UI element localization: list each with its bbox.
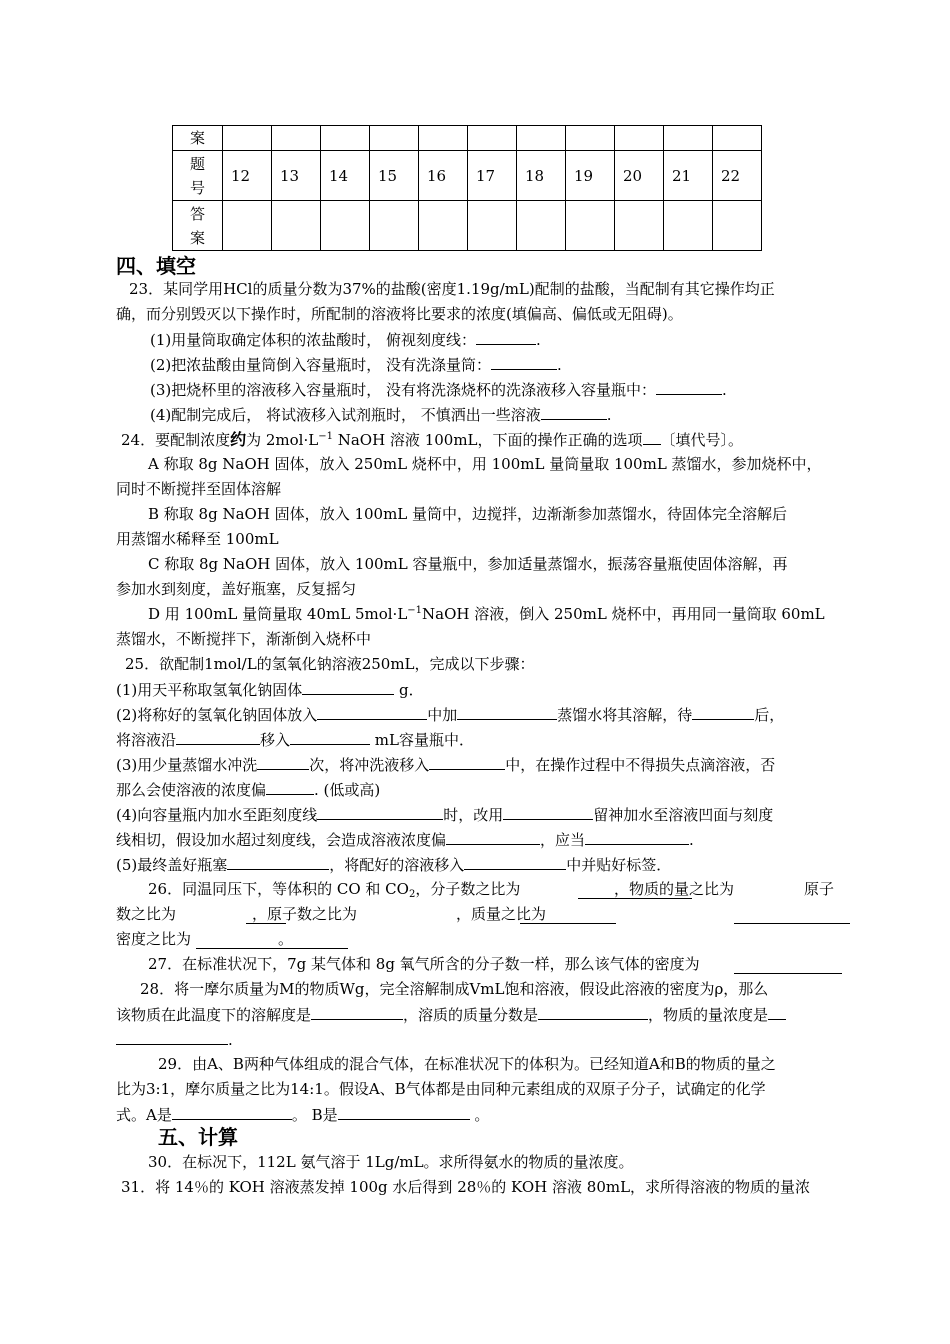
q26-part-2: ，物质的量之比为 <box>614 880 735 898</box>
question-number: 12 <box>223 151 272 201</box>
q26-part-8: 。 <box>278 930 294 948</box>
answer-cell[interactable] <box>713 201 762 251</box>
answer-blank[interactable] <box>538 1003 648 1020</box>
answer-blank[interactable] <box>116 1028 228 1045</box>
q25-step-4: (4)向容量瓶内加水至距刻度线 时，改用 留神加水至溶液凹面与刻度 <box>116 803 773 826</box>
section-heading-calculation: 五、计算 <box>158 1125 238 1149</box>
answer-cell[interactable] <box>664 201 713 251</box>
answer-blank[interactable] <box>172 1103 292 1120</box>
question-number: 21 <box>664 151 713 201</box>
answer-cell[interactable] <box>468 201 517 251</box>
answer-cell[interactable] <box>615 201 664 251</box>
q24-option-d-cont: 蒸馏水，不断搅拌下，渐渐倒入烧杯中 <box>116 630 372 648</box>
q29-line-3: 式。A是 。 B是 。 <box>116 1103 489 1126</box>
answer-cell[interactable] <box>321 201 370 251</box>
table-row <box>173 151 762 201</box>
q28-line-1: 28．将一摩尔质量为M的物质Wg，完全溶解制成VmL饱和溶液，假设此溶液的密度为ρ，那么 <box>140 980 769 998</box>
answer-blank[interactable] <box>541 403 607 420</box>
section-heading-fill-in: 四、填空 <box>116 254 196 278</box>
answer-blank[interactable] <box>457 703 557 720</box>
q24-option-b-cont: 用蒸馏水稀释至 100mL <box>116 530 279 548</box>
answer-blank[interactable] <box>585 828 689 845</box>
answer-blank[interactable] <box>311 1003 403 1020</box>
q25-step-2-cont: 将溶液沿 移入 mL容量瓶中． <box>116 728 474 751</box>
q25-step-3: (3)用少量蒸馏水冲洗 次，将冲洗液移入 中，在操作过程中不得损失点滴溶液，否 <box>116 753 775 776</box>
answer-blank[interactable] <box>491 353 557 370</box>
q23-line-2: 确，而分别毁灭以下操作时，所配制的溶液将比要求的浓度(填偏高、偏低或无阻碍)。 <box>116 305 683 323</box>
question-number: 13 <box>272 151 321 201</box>
q29-line-2: 比为3:1，摩尔质量之比为14:1。假设A、B气体都是由同种元素组成的双原子分子，试确定的化学 <box>116 1080 766 1098</box>
answer-blank[interactable] <box>692 703 754 720</box>
answer-blank[interactable] <box>196 948 348 949</box>
answer-blank[interactable] <box>476 328 536 345</box>
q29-line-1: 29．由A、B两种气体组成的混合气体，在标准状况下的体积为。已经知道A和B的物质的量之 <box>158 1055 776 1073</box>
answer-blank[interactable] <box>643 428 661 445</box>
answer-blank[interactable] <box>176 728 260 745</box>
answer-blank[interactable] <box>290 728 370 745</box>
answer-blank[interactable] <box>338 1103 470 1120</box>
q25-step-5: (5)最终盖好瓶塞 ，将配好的溶液移入 中并贴好标签． <box>116 853 671 876</box>
q25-step-3-cont: 那么会使溶液的浓度偏 . (低或高) <box>116 778 380 801</box>
answer-blank[interactable] <box>429 753 505 770</box>
q25-intro: 25．欲配制1mol/L的氢氧化钠溶液250mL，完成以下步骤： <box>125 655 535 673</box>
q26-part-1: 26．同温同压下，等体积的 CO 和 $CO_2$，分子数之比为 <box>148 880 521 900</box>
q26-part-4: 数之比为 <box>116 905 177 923</box>
answer-blank[interactable] <box>257 753 309 770</box>
answer-blank[interactable] <box>520 923 616 924</box>
answer-blank[interactable] <box>503 803 593 820</box>
table-row <box>173 126 762 151</box>
q24-option-c: C 称取 8g NaOH 固体，放入 100mL 容量瓶中，参加适量蒸馏水，振荡容量瓶使固体溶解，再 <box>148 555 788 573</box>
answer-cell[interactable] <box>419 201 468 251</box>
answer-blank[interactable] <box>227 853 329 870</box>
answer-blank[interactable] <box>768 1003 786 1020</box>
q23-item-4: (4)配制完成后， 将试液移入试剂瓶时， 不慎洒出一些溶液 . <box>150 403 612 426</box>
question-number: 17 <box>468 151 517 201</box>
answer-blank[interactable] <box>446 828 540 845</box>
answer-blank[interactable] <box>656 378 722 395</box>
q25-step-1: (1)用天平称取氢氧化钠固体 g． <box>116 678 424 701</box>
q23-item-2: (2)把浓盐酸由量筒倒入容量瓶时， 没有洗涤量筒： . <box>150 353 562 376</box>
answer-blank[interactable] <box>302 678 394 695</box>
answer-cell[interactable] <box>566 201 615 251</box>
q26-part-5: ，原子数之比为 <box>252 905 358 923</box>
q24-option-d: D 用 100mL 量筒量取 40mL $5mol\cdot L^{-1}NaOH$ 溶液，倒入 250mL 烧杯中，再用同一量筒取 60mL <box>148 605 825 623</box>
answer-blank[interactable] <box>464 853 566 870</box>
answer-blank[interactable] <box>734 923 850 924</box>
question-number: 20 <box>615 151 664 201</box>
q23-item-3: (3)把烧杯里的溶液移入容量瓶时， 没有将洗涤烧杯的洗涤液移入容量瓶中： . <box>150 378 727 401</box>
q31-text: 31．将 14％的 KOH 溶液蒸发掉 100g 水后得到 28％的 KOH 溶液 80mL，求所得溶液的物质的量浓 <box>121 1178 811 1196</box>
q26-part-7: 密度之比为 <box>116 930 192 948</box>
q25-step-4-cont: 线相切，假设加水超过刻度线，会造成溶液浓度偏 ，应当 . <box>116 828 694 851</box>
question-number: 18 <box>517 151 566 201</box>
q26-part-6: ，质量之比为 <box>456 905 547 923</box>
table-row-label: 题 号 <box>173 151 223 201</box>
question-number: 14 <box>321 151 370 201</box>
answer-blank[interactable] <box>317 803 443 820</box>
answer-cell[interactable] <box>223 201 272 251</box>
q23-line-1: 23．某同学用HCl的质量分数为37%的盐酸(密度1.19g/mL)配制的盐酸，当配制有其它操作均正 <box>129 280 775 298</box>
question-number: 22 <box>713 151 762 201</box>
answer-cell[interactable] <box>517 201 566 251</box>
question-number: 16 <box>419 151 468 201</box>
q23-item-1: (1)用量筒取确定体积的浓盐酸时， 俯视刻度线： . <box>150 328 541 351</box>
q25-step-2: (2)将称好的氢氧化钠固体放入 中加 蒸馏水将其溶解，待 后， <box>116 703 784 726</box>
q24-option-c-cont: 参加水到刻度，盖好瓶塞，反复摇匀 <box>116 580 357 598</box>
q24-option-a-cont: 同时不断搅拌至固体溶解 <box>116 480 282 498</box>
table-row <box>173 201 762 251</box>
q30-text: 30．在标况下，112L 氨气溶于 1Lg/mL。求所得氨水的物质的量浓度。 <box>148 1153 634 1171</box>
q26-part-3: 原子 <box>804 880 835 898</box>
q24-option-a: A 称取 8g NaOH 固体，放入 250mL 烧杯中，用 100mL 量筒量取 100mL 蒸馏水，参加烧杯中， <box>148 455 822 473</box>
q27-text: 27．在标准状况下，7g 某气体和 8g 氧气所含的分子数一样，那么该气体的密度为 <box>148 955 700 973</box>
question-number: 19 <box>566 151 615 201</box>
answer-blank[interactable] <box>266 778 314 795</box>
answer-cell[interactable] <box>370 201 419 251</box>
q24-option-b: B 称取 8g NaOH 固体，放入 100mL 量筒中，边搅拌，边渐渐参加蒸馏水，待固体完全溶解后 <box>148 505 788 523</box>
table-row-label: 答 案 <box>173 201 223 251</box>
question-number: 15 <box>370 151 419 201</box>
q28-line-2: 该物质在此温度下的溶解度是 ，溶质的质量分数是 ，物质的量浓度是 <box>116 1003 786 1026</box>
answer-blank[interactable] <box>734 973 842 974</box>
q24-stem: 24．要配制浓度约为 $2mol\cdot L^{-1}$ NaOH 溶液 100mL，下面的操作正确的选项 〔填代号〕。 <box>121 430 744 449</box>
answer-blank[interactable] <box>317 703 427 720</box>
q28-line-3: . <box>116 1028 233 1051</box>
table-row-label: 案 <box>173 126 223 151</box>
answer-cell[interactable] <box>272 201 321 251</box>
answer-table <box>172 125 762 251</box>
